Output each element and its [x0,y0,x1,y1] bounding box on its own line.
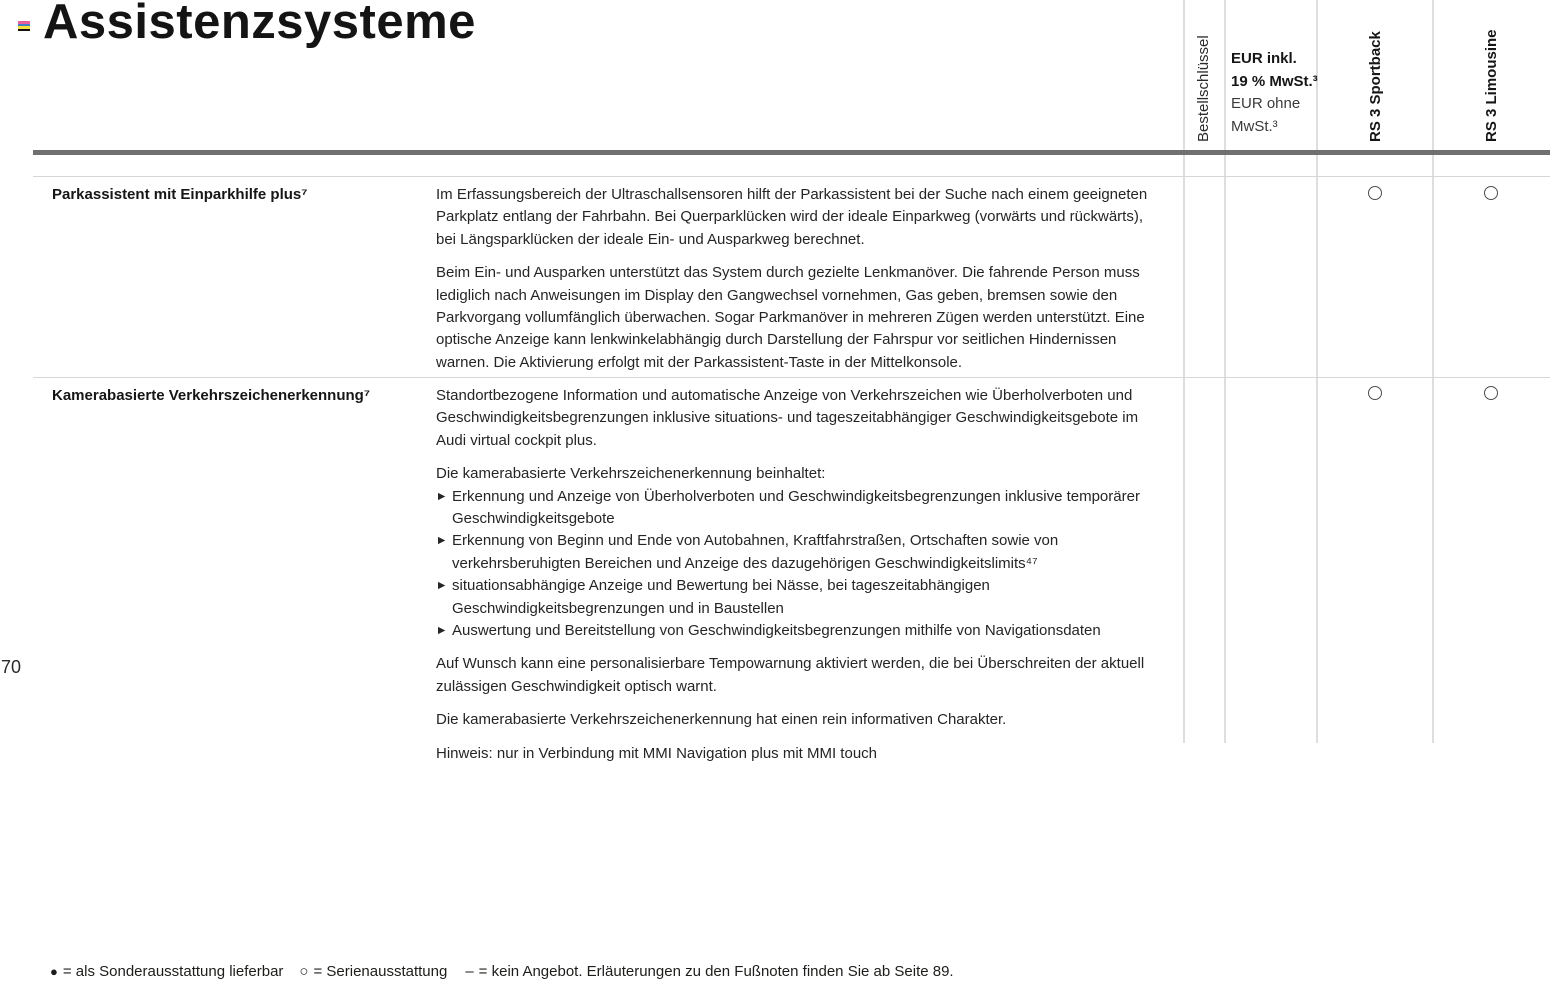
price-header-line: EUR ohne [1231,95,1301,112]
column-divider [1183,0,1185,743]
triangle-bullet-icon: ▶ [438,535,446,547]
triangle-bullet-icon: ▶ [438,580,446,592]
price-header-line: EUR inkl. [1231,50,1297,67]
column-header-bestellschluessel: Bestellschlüssel [1195,35,1212,142]
legend-text: = als Sonderausstattung lieferbar [62,963,284,980]
row-separator [33,377,1550,378]
dash-icon: – [465,963,474,980]
feature-title: Kamerabasierte Verkehrszeichenerkennung⁷ [52,387,371,404]
serienausstattung-mark-rs3-sportback [1368,186,1382,200]
bullet-text: Auswertung und Bereitstellung von Geschwindigkeitsbegrenzungen mithilfe von Navigationsdaten [452,622,1101,640]
description-paragraph: Die kamerabasierte Verkehrszeichenerkennung hat einen rein informativen Charakter. [436,711,1007,729]
list-item [436,530,1162,575]
column-header-rs3-limousine: RS 3 Limousine [1483,29,1500,142]
description-paragraph: Hinweis: nur in Verbindung mit MMI Navigation plus mit MMI touch [436,744,878,762]
serienausstattung-mark-rs3-limousine [1484,386,1498,400]
list-item [436,486,1162,531]
bullet-text: Erkennung von Beginn und Ende von Autobahnen, Kraftfahrstraßen, Ortschaften sowie von verkehrsberuhigten Bereichen und Anzeige des dazugehörigen Geschwindigkeitslimits⁴⁷ [452,532,1059,572]
column-header-price [1231,48,1318,138]
feature-description [436,385,1162,765]
bullet-text: situationsabhängige Anzeige und Bewertung bei Nässe, bei tageszeitabhängigen Geschwindigkeitsbegrenzungen und in Baustellen [452,577,990,617]
row-border [33,176,1550,177]
legend-item-sonderausstattung [50,963,283,980]
column-header-rs3-sportback: RS 3 Sportback [1367,31,1384,142]
list-item [436,575,1162,620]
feature-bullet-list [436,486,1162,643]
header-rule [33,150,1550,155]
column-divider [1224,0,1226,743]
triangle-bullet-icon: ▶ [438,625,446,637]
legend-item-serienausstattung [299,963,447,980]
serienausstattung-mark-rs3-limousine [1484,186,1498,200]
cmyk-color-bars-icon [18,21,30,31]
legend-item-kein-angebot [465,963,953,980]
filled-circle-icon: ● [50,964,58,979]
triangle-bullet-icon: ▶ [438,490,446,502]
bullet-text: Erkennung und Anzeige von Überholverboten und Geschwindigkeitsbegrenzungen inklusive temporärer Geschwindigkeitsgebote [452,487,1140,528]
feature-title: Parkassistent mit Einparkhilfe plus⁷ [52,186,308,203]
price-header-line: MwSt.³ [1231,117,1278,135]
description-paragraph: Auf Wunsch kann eine personalisierbare Tempowarnung aktiviert werden, die bei Überschreiten der aktuell zulässigen Geschwindigkeit optisch warnt. [436,655,1145,695]
serienausstattung-mark-rs3-sportback [1368,386,1382,400]
page-title: Assistenzsysteme [43,0,476,49]
list-item [436,620,1162,642]
price-header-line: 19 % MwSt.³ [1231,72,1318,90]
column-divider [1432,0,1434,743]
description-paragraph: Im Erfassungsbereich der Ultraschallsensoren hilft der Parkassistent bei der Suche nach einem geeigneten Parkplatz entlang der Fahrbahn. Bei Querparklücken wird der ideale Einparkweg (vorwärts und rückwärts), bei Längsparklücken der ideale Ein- und Ausparkweg berechnet. [436,186,1148,248]
description-paragraph: Beim Ein- und Ausparken unterstützt das System durch gezielte Lenkmanöver. Die fahrende Person muss lediglich nach Anweisungen im Display den Gangwechsel vornehmen, Gas geben, bremsen sowie den Parkvorgang vollumfänglich überwachen. Sogar Parkmanöver in mehreren Zügen werden unterstützt. Eine optische Anzeige kann lenkwinkelabhängig durch Darstellung der Fahrspur vor seitlichen Hindernissen warnen. Die Aktivierung erfolgt mit der Parkassistent-Taste in der Mittelkonsole. [436,264,1145,371]
description-paragraph: Die kamerabasierte Verkehrszeichenerkennung beinhaltet: [436,465,826,483]
feature-description [436,184,1162,374]
legend-text: = kein Angebot. Erläuterungen zu den Fußnoten finden Sie ab Seite 89. [478,963,954,980]
cmyk-bar-black [18,29,30,32]
open-circle-icon: ○ [299,963,309,980]
footer-legend [50,963,954,980]
description-paragraph: Standortbezogene Information und automatische Anzeige von Verkehrszeichen wie Überholverboten und Geschwindigkeitsbegrenzungen inklusive situations- und tageszeitabhängiger Geschwindigkeitsgebote im Audi virtual cockpit plus. [436,387,1139,449]
legend-text: = Serienausstattung [313,963,448,980]
page-number: 70 [1,657,22,677]
